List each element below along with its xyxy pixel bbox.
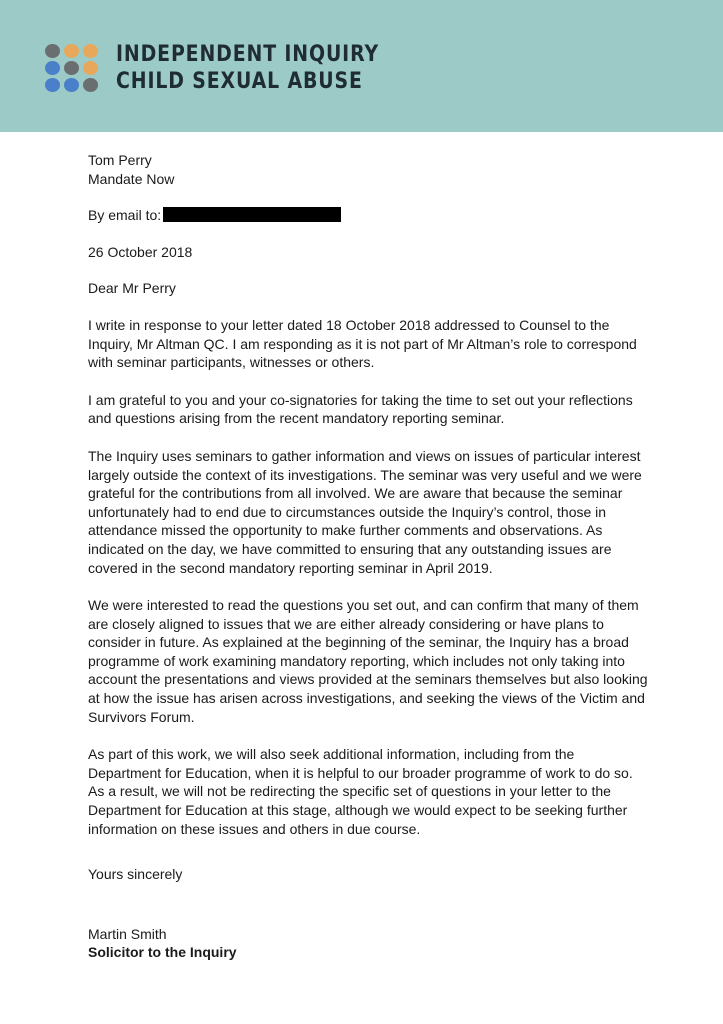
letter-body (88, 151, 648, 962)
logo-dot (83, 61, 98, 75)
redacted-email-block (163, 207, 341, 222)
logo-dot (64, 61, 79, 75)
letterhead-banner (0, 0, 723, 132)
logo-line-2: CHILD SEXUAL ABUSE (116, 69, 363, 94)
logo-dot (45, 78, 60, 92)
logo-dot (45, 61, 60, 75)
paragraph-1: I write in response to your letter dated 18 October 2018 addressed to Counsel to the Inquiry, Mr Altman QC. I am responding as it is not part of Mr Altman’s role to correspond with seminar participants, witnesses or others. (88, 316, 637, 371)
signatory-title: Solicitor to the Inquiry (88, 944, 237, 961)
logo-dot (64, 44, 79, 58)
paragraph-5: As part of this work, we will also seek additional information, including from the Department for Education, when it is helpful to our broader programme of work to do so. As a result, we will not be redirecting the specific set of questions in your letter to the Department for Education at this stage, although we would expect to be seeking further information on these issues and others in due course. (88, 746, 633, 837)
logo-dot (83, 78, 98, 92)
logo-dot (83, 44, 98, 58)
recipient-organisation: Mandate Now (88, 170, 175, 187)
paragraph-2: I am grateful to you and your co-signatories for taking the time to set out your reflections and questions arising from the recent mandatory reporting seminar. (88, 391, 633, 427)
email-label: By email to: (88, 207, 162, 224)
signatory-name: Martin Smith (88, 925, 167, 942)
logo-dot (64, 78, 79, 92)
recipient-name: Tom Perry (88, 152, 152, 168)
email-line (88, 206, 648, 225)
paragraph-4: We were interested to read the questions you set out, and can confirm that many of them are closely aligned to issues that we are either already considering or have plans to consider in future. As explained at the beginning of the seminar, the Inquiry has a broad programme of work examining mandatory reporting, which includes not only taking into account the presentations and views provided at the seminars themselves but also looking at how the issue has arisen across investigations, and seeking the views of the Victim and Survivors Forum. (88, 597, 648, 725)
logo-dots-icon (45, 44, 98, 92)
closing: Yours sincerely (88, 866, 183, 883)
logo-line-1: INDEPENDENT INQUIRY (116, 42, 380, 67)
logo-dot (45, 44, 60, 58)
salutation: Dear Mr Perry (88, 280, 176, 297)
paragraph-3: The Inquiry uses seminars to gather information and views on issues of particular interest largely outside the context of its investigations. The seminar was very useful and we were grateful for the contributions from all involved. We are aware that because the seminar unfortunately had to end due to circumstances outside the Inquiry’s control, those in attendance missed the opportunity to make further comments and observations. As indicated on the day, we have committed to ensuring that any outstanding issues are covered in the second mandatory reporting seminar in April 2019. (88, 447, 642, 576)
letter-date: 26 October 2018 (88, 243, 193, 260)
logo-wordmark (116, 41, 379, 95)
